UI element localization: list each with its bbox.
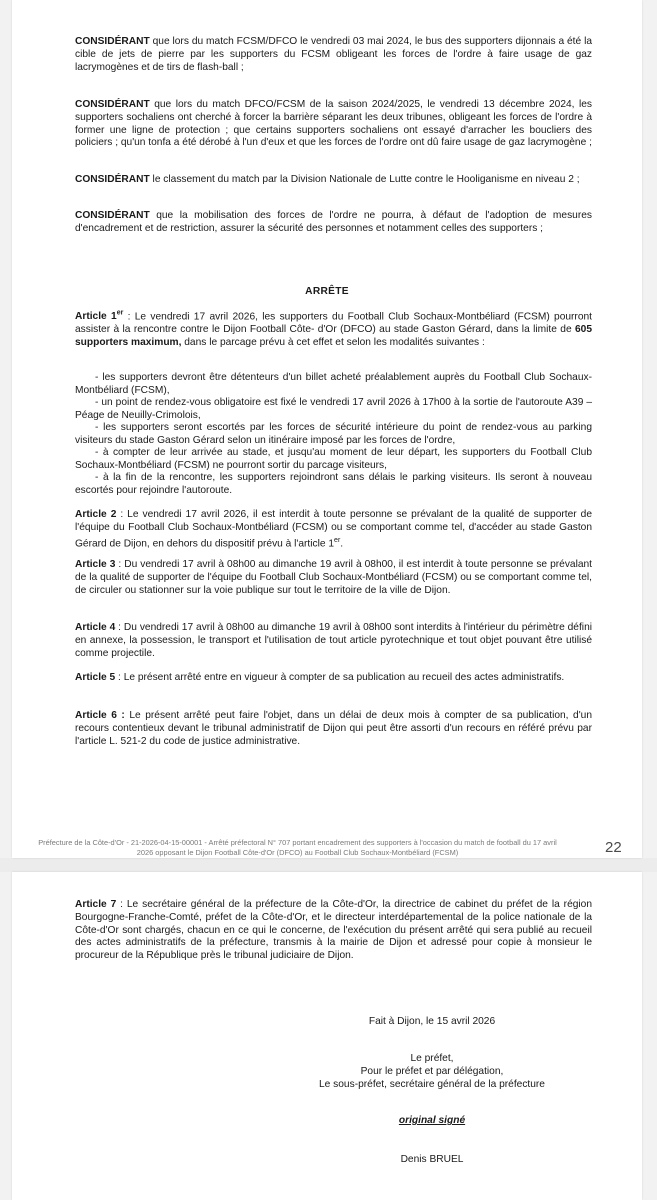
signatory-name: Denis BRUEL: [400, 1154, 464, 1165]
article-4: [75, 622, 592, 660]
page-number: 22: [605, 839, 622, 856]
article-label: Article 3: [75, 559, 116, 570]
article-text: : Le présent arrêté entre en vigueur à compter de sa publication au recueil des actes administratifs.: [115, 672, 565, 683]
list-item: - un point de rendez-vous obligatoire est fixé le vendredi 17 avril 2026 à 17h00 à la sortie de l'autoroute A39 – Péage de Neuilly-Crimolois,: [75, 397, 592, 421]
article-text: : Du vendredi 17 avril à 08h00 au dimanche 19 avril à 08h00, il est interdit à toute personne se prévalant de la qualité de supporter de l'équipe du Football Club Sochaux-Montbéliard (FCSM) ou se comportant comme tel, de circuler ou stationner sur la voie publique sur tout le territoire de la ville de Dijon.: [75, 559, 593, 596]
article-text: : Du vendredi 17 avril à 08h00 au dimanche 19 avril à 08h00 sont interdits à l'intérieur du périmètre défini en annexe, la possession, le transport et l'utilisation de tout article pyrotechnique et tout objet pouvant être utilisé comme projectile.: [75, 622, 592, 659]
document-page-1: [12, 0, 642, 858]
supporter-limit: 605 supporters maximum,: [75, 324, 592, 348]
considerant-text: que lors du match DFCO/FCSM de la saison 2024/2025, le vendredi 13 décembre 2024, les supporters sochaliens ont cherché à forcer la barrière séparant les deux tribunes, obligeant les forces de l'ordre à former une ligne de protection ; que certains supporters sochaliens ont essayé d'arracher les boucliers des policiers ; qu'un tonfa a été dérobé à l'un d'eux et que les forces de l'ordre ont dû faire usage de gaz lacrymogène ;: [75, 99, 592, 149]
considerant-text: que lors du match FCSM/DFCO le vendredi 03 mai 2024, le bus des supporters dijonnais a été la cible de jets de pierre par les supporters du FCSM obligeant les forces de l'ordre à faire usage de gaz lacrymogènes et de tirs de flash-ball ;: [75, 36, 592, 73]
considerant-3: [75, 174, 592, 187]
page-separator: [0, 858, 657, 872]
article-text: Le présent arrêté peut faire l'objet, dans un délai de deux mois à compter de sa publication, d'un recours contentieux devant le tribunal administratif de Dijon qui peut être assorti d'un recours en référé prévu par l'article L. 521-2 du code de justice administrative.: [75, 710, 592, 747]
considerant-2: [75, 99, 592, 150]
article-2: Article 2 : Le vendredi 17 avril 2026, il est interdit à toute personne se prévalant de la qualité de supporter de l'équipe du Football Club Sochaux-Montbéliard (FCSM) ou se comportant comme tel, d'accéder au stade Gaston Gérard de Dijon, en dehors du dispositif prévu à l'article 1er.: [75, 509, 592, 549]
signature-role: Le sous-préfet, secrétaire général de la préfecture: [319, 1079, 545, 1090]
considerant-keyword: CONSIDÉRANT: [75, 210, 150, 221]
considerant-keyword: CONSIDÉRANT: [75, 99, 150, 110]
list-item: - les supporters devront être détenteurs d'un billet acheté préalablement auprès du Football Club Sochaux-Montbéliard (FCSM),: [75, 372, 592, 396]
article-label: Article 5: [75, 672, 116, 683]
article-label: Article 7: [75, 899, 117, 910]
article-7: [75, 899, 592, 963]
date-line: Fait à Dijon, le 15 avril 2026: [368, 1016, 496, 1027]
list-item: - à la fin de la rencontre, les supporters rejoindront sans délais le parking visiteurs. Ils seront à nouveau escortés pour rejoindre l'autoroute.: [75, 472, 592, 496]
signature-delegation: Pour le préfet et par délégation,: [360, 1066, 504, 1077]
article-text: : Le secrétaire général de la préfecture de la Côte-d'Or, la directrice de cabinet du préfet de la région Bourgogne-Franche-Comté, préfet de la Côte-d'Or, et le directeur interdépartemental de la police nationale de la Côte-d'Or sont chargés, chacun en ce qui le concerne, de l'exécution du présent arrêté qui sera publié au recueil des actes administratifs de la préfecture, transmis à la mairie de Dijon et adressé pour copie à monsieur le procureur de la République près le tribunal judiciaire de Dijon.: [75, 899, 592, 962]
article-5: [75, 672, 592, 685]
original-signed-mention: original signé: [398, 1115, 466, 1126]
considerant-text: le classement du match par la Division Nationale de Lutte contre le Hooliganisme en niveau 2 ;: [149, 174, 580, 185]
arrete-heading: ARRÊTE: [305, 286, 349, 297]
article-3: [75, 559, 592, 597]
considerant-keyword: CONSIDÉRANT: [75, 174, 150, 185]
list-item: - les supporters seront escortés par les forces de sécurité intérieure du point de rendez-vous au parking visiteurs du stade Gaston Gérard selon un itinéraire imposé par les forces de l'ordre,: [75, 422, 592, 446]
article-6: [75, 710, 592, 748]
considerant-text: que la mobilisation des forces de l'ordre ne pourra, à défaut de l'adoption de mesures d'encadrement et de restriction, assurer la sécurité des personnes et notamment celles des supporters ;: [75, 210, 592, 234]
article-1: [75, 308, 592, 350]
page-footer: Préfecture de la Côte-d'Or - 21-2026-04-15-00001 - Arrêté préfectoral N° 707 portant encadrement des supporters à l'occasion du match de football du 17 avril 2026 opposant le Dijon Football Côte-d'Or (DFCO) au Football Club Sochaux-Montbéliard (FCSM): [38, 838, 557, 857]
signature-title: Le préfet,: [410, 1053, 454, 1064]
article-label: Article 2: [75, 509, 117, 520]
article-text: dans le parcage prévu à cet effet et selon les modalités suivantes :: [181, 336, 485, 348]
considerant-keyword: CONSIDÉRANT: [75, 36, 150, 47]
list-item: - à compter de leur arrivée au stade, et jusqu'au moment de leur départ, les supporters du Football Club Sochaux-Montbéliard (FCSM) ne pourront sortir du parcage visiteurs,: [75, 447, 592, 471]
article-text: : Le vendredi 17 avril 2026, il est interdit à toute personne se prévalant de la qualité de supporter de l'équipe du Football Club Sochaux-Montbéliard (FCSM) ou se comportant comme tel, d'accéder au stade Gaston Gérard de Dijon, en dehors du dispositif prévu à l'article 1: [75, 509, 592, 549]
considerant-1: [75, 36, 592, 74]
article-text: : Le vendredi 17 avril 2026, les supporters du Football Club Sochaux-Montbéliard (FCSM) pourront assister à la rencontre contre le Dijon Football Côte- d'Or (DFCO) au stade Gaston Gérard, dans la limite de: [75, 311, 592, 336]
document-page-2: [12, 872, 642, 1200]
article-label: Article 1er: [75, 310, 124, 323]
considerant-4: [75, 210, 592, 236]
article-label: Article 4: [75, 622, 116, 633]
article-label: Article 6 :: [75, 710, 125, 721]
